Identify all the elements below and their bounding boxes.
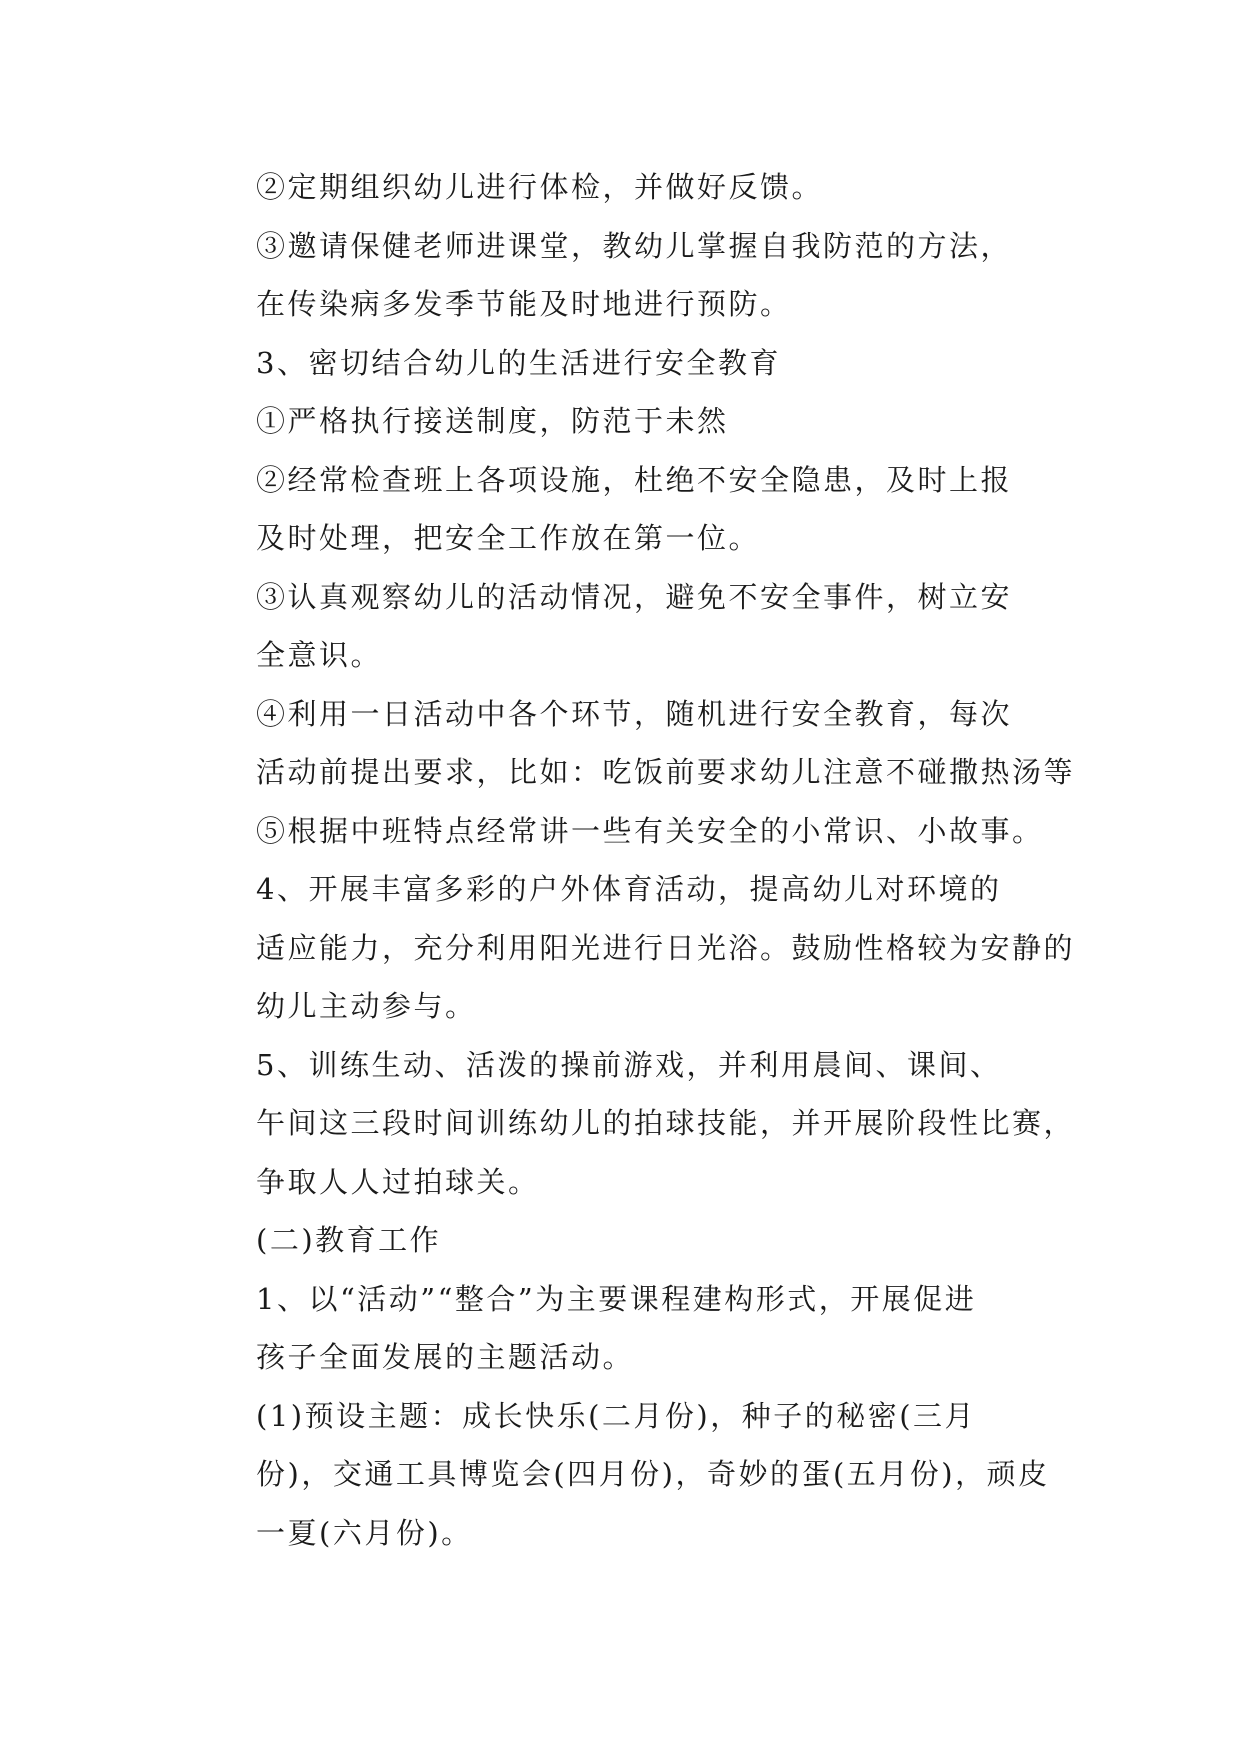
paragraph — [190, 568, 1066, 685]
text-line: 午间这三段时间训练幼儿的拍球技能，并开展阶段性比赛， — [256, 1106, 1076, 1140]
paragraph — [190, 451, 1066, 568]
paragraph — [190, 1387, 1066, 1563]
paragraph — [190, 334, 1066, 393]
paragraph — [190, 802, 1066, 861]
text-line: 全意识。 — [256, 638, 383, 672]
document-body — [190, 158, 1076, 1562]
text-line: ②经常检查班上各项设施，杜绝不安全隐患，及时上报 — [256, 462, 1013, 497]
paragraph — [190, 392, 1066, 451]
text-line: 适应能力，充分利用阳光进行日光浴。鼓励性格较为安静的 — [256, 930, 1076, 965]
text-line: (1)预设主题：成长快乐(二月份)，种子的秘密(三月 — [256, 1398, 977, 1433]
paragraph — [190, 158, 1066, 217]
paragraph — [190, 217, 1066, 334]
paragraph — [190, 1211, 1066, 1270]
text-line: 一夏(六月份)。 — [256, 1515, 473, 1550]
text-line: 活动前提出要求，比如：吃饭前要求幼儿注意不碰撒热汤等 — [256, 755, 1076, 789]
text-line: 及时处理，把安全工作放在第一位。 — [256, 521, 761, 555]
text-line: ①严格执行接送制度，防范于未然 — [256, 404, 729, 438]
text-line: 5、训练生动、活泼的操前游戏，并利用晨间、课间、 — [256, 1047, 1002, 1082]
text-line: 争取人人过拍球关。 — [256, 1164, 540, 1199]
text-line: 4、开展丰富多彩的户外体育活动，提高幼儿对环境的 — [256, 872, 1002, 906]
text-line: 在传染病多发季节能及时地进行预防。 — [256, 287, 792, 321]
text-line: (二)教育工作 — [256, 1223, 442, 1257]
paragraph — [190, 1036, 1076, 1212]
paragraph — [190, 685, 1076, 802]
text-line: 3、密切结合幼儿的生活进行安全教育 — [256, 345, 781, 380]
paragraph — [190, 1270, 1066, 1387]
text-line: ②定期组织幼儿进行体检，并做好反馈。 — [256, 170, 824, 204]
text-line: 份)，交通工具博览会(四月份)，奇妙的蛋(五月份)，顽皮 — [256, 1457, 1050, 1491]
paragraph — [190, 860, 1076, 1036]
text-line: ③邀请保健老师进课堂，教幼儿掌握自我防范的方法， — [256, 228, 1013, 263]
text-line: 幼儿主动参与。 — [256, 989, 477, 1023]
text-line: 1、以“活动”“整合”为主要课程建构形式，开展促进 — [256, 1281, 977, 1316]
text-line: ③认真观察幼儿的活动情况，避免不安全事件，树立安 — [256, 579, 1013, 614]
text-line: 孩子全面发展的主题活动。 — [256, 1340, 635, 1374]
text-line: ④利用一日活动中各个环节，随机进行安全教育，每次 — [256, 696, 1013, 731]
text-line: ⑤根据中班特点经常讲一些有关安全的小常识、小故事。 — [256, 813, 1044, 848]
